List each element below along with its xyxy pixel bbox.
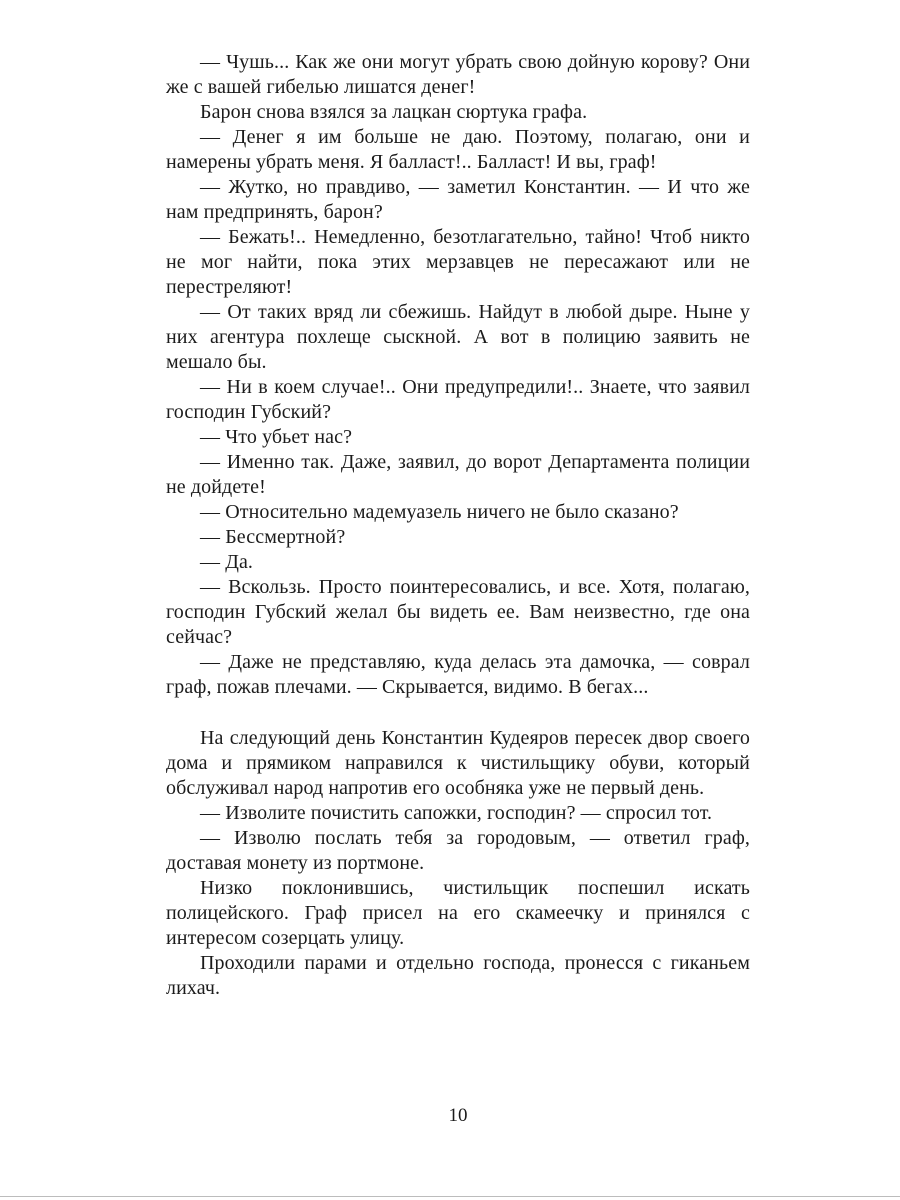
paragraph: Барон снова взялся за лацкан сюртука графа. [200,101,588,123]
paragraph: — Даже не представляю, куда делась эта дамочка, — соврал граф, пожав плечами. — Скрывается, видимо. В бегах... [166,651,750,698]
paragraph: — Ни в коем случае!.. Они предупредили!.. Знаете, что заявил господин Губский? [166,376,750,423]
paragraph: — Относительно мадемуазель ничего не было сказано? [200,501,679,523]
page-text-block [166,50,750,1001]
paragraph: — От таких вряд ли сбежишь. Найдут в любой дыре. Ныне у них агентура похлеще сыскной. А вот в полицию заявить не мешало бы. [166,301,750,373]
paragraph: Проходили парами и отдельно господа, пронесся с гиканьем лихач. [166,952,750,999]
paragraph: — Чушь... Как же они могут убрать свою дойную корову? Они же с вашей гибелью лишатся денег! [166,51,750,98]
paragraph: — Вскользь. Просто поинтересовались, и все. Хотя, полагаю, господин Губский желал бы видеть ее. Вам неизвестно, где она сейчас? [166,576,750,648]
paragraph: — Денег я им больше не даю. Поэтому, полагаю, они и намерены убрать меня. Я балласт!.. Балласт! И вы, граф! [166,126,750,173]
paragraph: — Жутко, но правдиво, — заметил Константин. — И что же нам предпринять, барон? [166,176,750,223]
paragraph: — Именно так. Даже, заявил, до ворот Департамента полиции не дойдете! [166,451,750,498]
paragraph: — Изволите почистить сапожки, господин? — спросил тот. [200,802,713,824]
paragraph: Низко поклонившись, чистильщик поспешил искать полицейского. Граф присел на его скамеечку и принялся с интересом созерцать улицу. [166,877,750,949]
paragraph: На следующий день Константин Кудеяров пересек двор своего дома и прямиком направился к чистильщику обуви, который обслуживал народ напротив его особняка уже не первый день. [166,727,750,799]
paragraph: — Бессмертной? [200,526,346,548]
paragraph: — Изволю послать тебя за городовым, — ответил граф, доставая монету из портмоне. [166,827,750,874]
paragraph: — Бежать!.. Немедленно, безотлагательно, тайно! Чтоб никто не мог найти, пока этих мерзавцев не пересажают или не перестреляют! [166,226,750,298]
page-number: 10 [448,1105,468,1126]
page-bottom-rule [0,1196,900,1197]
paragraph: — Да. [200,551,254,573]
paragraph: — Что убьет нас? [200,426,353,448]
